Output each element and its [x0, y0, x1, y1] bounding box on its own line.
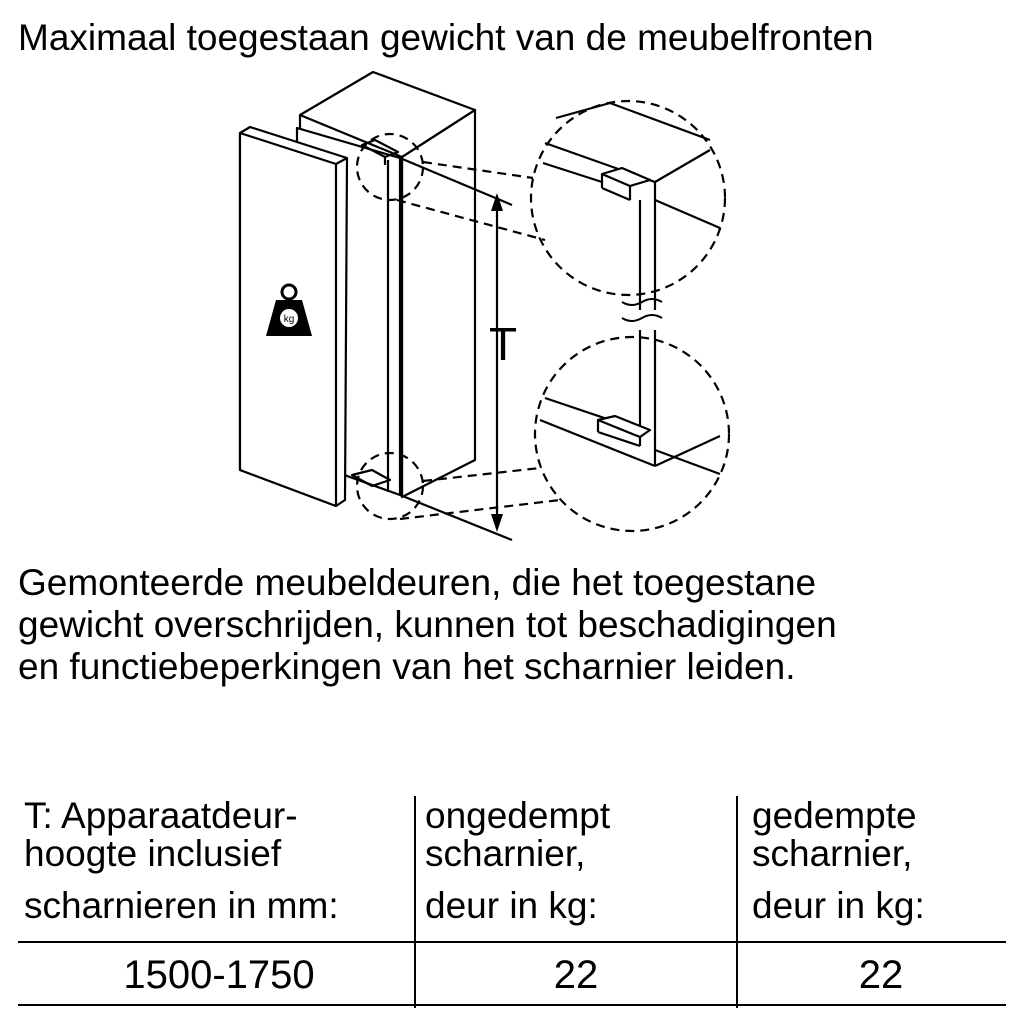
svg-text:kg: kg [283, 314, 295, 325]
header-divider [18, 941, 1006, 943]
warning-line: gewicht overschrijden, kunnen tot beschadigingen [18, 604, 837, 645]
height-label: T [489, 318, 518, 370]
header-undamped: ongedempt scharnier, deur in kg: [425, 795, 611, 926]
header-height: T: Apparaatdeur- hoogte inclusief scharnieren in mm: [24, 795, 339, 926]
warning-line: Gemonteerde meubeldeuren, die het toegestane [18, 562, 817, 603]
row-damped-weight: 22 [858, 953, 904, 997]
warning-line: en functiebeperkingen van het scharnier leiden. [18, 646, 796, 687]
page-title: Maximaal toegestaan gewicht van de meubelfronten [18, 17, 874, 58]
header-damped: gedempte scharnier, deur in kg: [752, 795, 925, 926]
row-undamped-weight: 22 [553, 953, 599, 997]
row-height-range: 1500-1750 [123, 953, 315, 997]
table-bottom-line [18, 1004, 1006, 1006]
